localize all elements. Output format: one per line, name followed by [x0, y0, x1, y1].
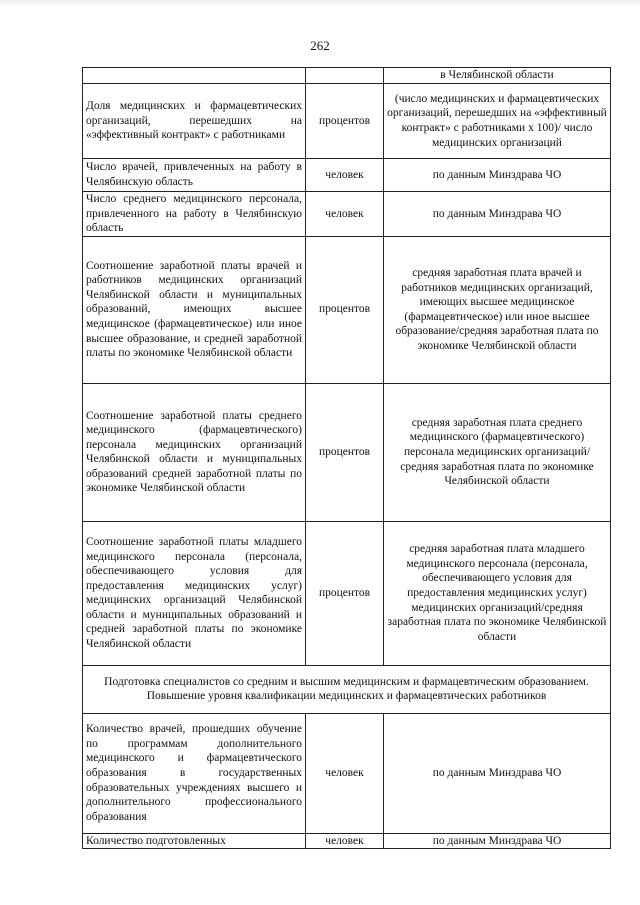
method-cell: по данным Минздрава ЧО [384, 159, 611, 192]
unit-cell: процентов [306, 521, 384, 665]
page-number: 262 [310, 38, 330, 53]
unit-cell: человек [306, 833, 384, 849]
indicator-cell: Соотношение заработной платы врачей и работников медицинских организаций Челябинской области и муниципальных образований, имеющих высшее медицинское (фармацевтическое) или иное высшее образование, и средней заработной платы по экономике Челябинской области [83, 236, 306, 383]
indicator-cell: Число врачей, привлеченных на работу в Челябинскую область [83, 159, 306, 192]
method-cell: по данным Минздрава ЧО [384, 192, 611, 237]
section-heading: Подготовка специалистов со средним и высшим медицинским и фармацевтическим образованием. Повышение уровня квалификации медицинских и фармацевтических работников [83, 665, 611, 713]
section-header-row [83, 665, 611, 713]
table-row [83, 713, 611, 833]
table-row [83, 833, 611, 849]
method-cell: средняя заработная плата среднего медицинского (фармацевтического) персонала медицинских организаций/средняя заработная плата по экономике Челябинской области [384, 383, 611, 521]
method-cell: (число медицинских и фармацевтических организаций, перешедших на «эффективный контракт» с работниками х 100)/ число медицинских организаций [384, 84, 611, 159]
scan-edge [0, 0, 640, 6]
method-cell: по данным Минздрава ЧО [384, 833, 611, 849]
table-row [83, 383, 611, 521]
table-row [83, 236, 611, 383]
indicators-table [82, 67, 611, 849]
unit-cell: человек [306, 159, 384, 192]
unit-cell [306, 68, 384, 84]
unit-cell: человек [306, 192, 384, 237]
table-row [83, 68, 611, 84]
indicator-cell: Соотношение заработной платы среднего медицинского (фармацевтического) персонала медицинских организаций Челябинской области и муниципальных образований средней заработной платы по экономике Челябинской области [83, 383, 306, 521]
indicator-cell: Доля медицинских и фармацевтических организаций, перешедших на «эффективный контракт» с работниками [83, 84, 306, 159]
indicator-cell [83, 68, 306, 84]
indicator-cell: Количество врачей, прошедших обучение по программам дополнительного медицинского и фармацевтического образования в государственных образовательных учреждениях высшего и дополнительного профессионального образования [83, 713, 306, 833]
indicator-cell: Число среднего медицинского персонала, привлеченного на работу в Челябинскую область [83, 192, 306, 237]
table-row [83, 192, 611, 237]
table-row [83, 159, 611, 192]
table-row [83, 84, 611, 159]
indicator-cell: Соотношение заработной платы младшего медицинского персонала (персонала, обеспечивающего условия для предоставления медицинских услуг) медицинских организаций Челябинской области и муниципальных образований и средней заработной платы по экономике Челябинской области [83, 521, 306, 665]
table-row [83, 521, 611, 665]
method-cell: средняя заработная плата врачей и работников медицинских организаций, имеющих высшее медицинское (фармацевтическое) или иное высшее образование/средняя заработная плата по экономике Челябинской области [384, 236, 611, 383]
unit-cell: человек [306, 713, 384, 833]
method-cell: средняя заработная плата младшего медицинского персонала (персонала, обеспечивающего условия для предоставления медицинских услуг) медицинских организаций/средняя заработная плата по экономике Челябинской области [384, 521, 611, 665]
unit-cell: процентов [306, 383, 384, 521]
unit-cell: процентов [306, 84, 384, 159]
indicator-cell: Количество подготовленных [83, 833, 306, 849]
method-cell: по данным Минздрава ЧО [384, 713, 611, 833]
method-cell: в Челябинской области [384, 68, 611, 84]
unit-cell: процентов [306, 236, 384, 383]
